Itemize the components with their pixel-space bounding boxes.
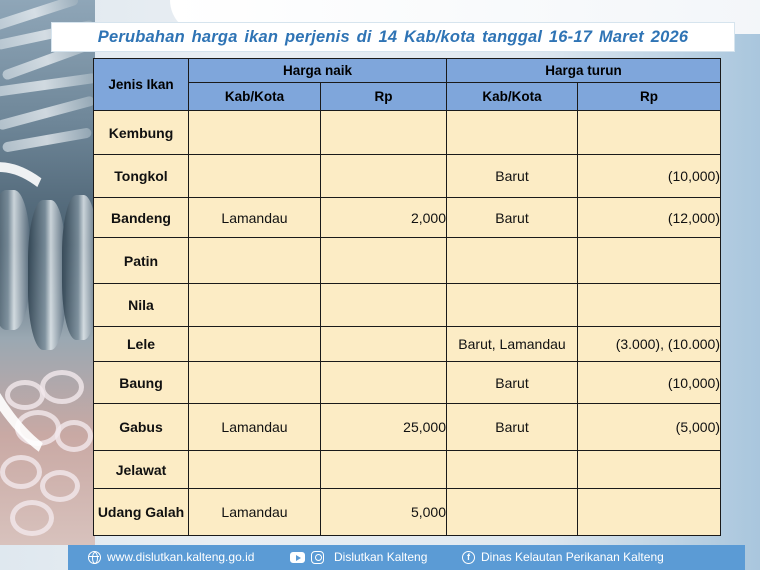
naik-rp-cell bbox=[321, 451, 447, 489]
turun-rp-cell bbox=[578, 238, 721, 284]
footer-bar bbox=[68, 545, 745, 570]
facebook-icon: f bbox=[462, 551, 475, 564]
facebook-account[interactable]: Dinas Kelautan Perikanan Kalteng bbox=[481, 550, 664, 564]
fish-name: Lele bbox=[94, 327, 189, 362]
page-title: Perubahan harga ikan perjenis di 14 Kab/kota tanggal 16-17 Maret 2026 bbox=[97, 28, 689, 46]
turun-rp-cell bbox=[578, 111, 721, 155]
social-account[interactable]: Dislutkan Kalteng bbox=[334, 550, 428, 564]
turun-kab-cell bbox=[447, 111, 578, 155]
naik-kab-cell bbox=[189, 155, 321, 198]
website-link[interactable]: www.dislutkan.kalteng.go.id bbox=[107, 550, 255, 564]
naik-rp-cell: 25,000 bbox=[321, 404, 447, 451]
fish-name: Bandeng bbox=[94, 198, 189, 238]
header-turun-kab: Kab/Kota bbox=[447, 83, 578, 111]
table-row bbox=[94, 327, 721, 362]
naik-kab-cell: Lamandau bbox=[189, 404, 321, 451]
fish-name: Gabus bbox=[94, 404, 189, 451]
turun-kab-cell bbox=[447, 451, 578, 489]
footer-social[interactable] bbox=[290, 550, 427, 564]
header-turun-rp: Rp bbox=[578, 83, 721, 111]
naik-kab-cell bbox=[189, 111, 321, 155]
naik-kab-cell bbox=[189, 238, 321, 284]
turun-rp-cell bbox=[578, 489, 721, 536]
fish-name: Baung bbox=[94, 362, 189, 404]
naik-rp-cell bbox=[321, 155, 447, 198]
naik-kab-cell bbox=[189, 284, 321, 327]
header-jenis-ikan: Jenis Ikan bbox=[94, 59, 189, 111]
turun-kab-cell bbox=[447, 284, 578, 327]
turun-rp-cell bbox=[578, 451, 721, 489]
table-row bbox=[94, 111, 721, 155]
naik-kab-cell bbox=[189, 451, 321, 489]
naik-kab-cell bbox=[189, 327, 321, 362]
table-row bbox=[94, 284, 721, 327]
footer-website[interactable] bbox=[88, 550, 254, 564]
turun-kab-cell: Barut bbox=[447, 155, 578, 198]
turun-kab-cell: Barut bbox=[447, 404, 578, 451]
turun-rp-cell: (12,000) bbox=[578, 198, 721, 238]
naik-rp-cell bbox=[321, 284, 447, 327]
naik-kab-cell: Lamandau bbox=[189, 198, 321, 238]
fish-name: Kembung bbox=[94, 111, 189, 155]
naik-kab-cell: Lamandau bbox=[189, 489, 321, 536]
globe-icon bbox=[88, 551, 101, 564]
naik-rp-cell bbox=[321, 238, 447, 284]
naik-rp-cell bbox=[321, 111, 447, 155]
header-harga-turun: Harga turun bbox=[447, 59, 721, 83]
instagram-icon bbox=[311, 551, 324, 564]
turun-kab-cell bbox=[447, 489, 578, 536]
turun-kab-cell: Barut, Lamandau bbox=[447, 327, 578, 362]
header-harga-naik: Harga naik bbox=[189, 59, 447, 83]
title-bar bbox=[51, 22, 735, 52]
table-row bbox=[94, 238, 721, 284]
turun-kab-cell bbox=[447, 238, 578, 284]
naik-kab-cell bbox=[189, 362, 321, 404]
turun-rp-cell: (10,000) bbox=[578, 362, 721, 404]
price-change-table bbox=[93, 58, 721, 536]
table-row bbox=[94, 362, 721, 404]
fish-name: Tongkol bbox=[94, 155, 189, 198]
turun-kab-cell: Barut bbox=[447, 198, 578, 238]
naik-rp-cell bbox=[321, 362, 447, 404]
youtube-icon bbox=[290, 552, 305, 563]
table-row bbox=[94, 404, 721, 451]
table-row bbox=[94, 451, 721, 489]
header-naik-rp: Rp bbox=[321, 83, 447, 111]
naik-rp-cell bbox=[321, 327, 447, 362]
turun-kab-cell: Barut bbox=[447, 362, 578, 404]
footer-facebook[interactable] bbox=[462, 550, 664, 564]
turun-rp-cell bbox=[578, 284, 721, 327]
table-row bbox=[94, 198, 721, 238]
table-row bbox=[94, 155, 721, 198]
turun-rp-cell: (5,000) bbox=[578, 404, 721, 451]
naik-rp-cell: 2,000 bbox=[321, 198, 447, 238]
fish-name: Jelawat bbox=[94, 451, 189, 489]
fish-name: Patin bbox=[94, 238, 189, 284]
table-row bbox=[94, 489, 721, 536]
fish-name: Udang Galah bbox=[94, 489, 189, 536]
turun-rp-cell: (3.000), (10.000) bbox=[578, 327, 721, 362]
turun-rp-cell: (10,000) bbox=[578, 155, 721, 198]
header-naik-kab: Kab/Kota bbox=[189, 83, 321, 111]
fish-name: Nila bbox=[94, 284, 189, 327]
naik-rp-cell: 5,000 bbox=[321, 489, 447, 536]
